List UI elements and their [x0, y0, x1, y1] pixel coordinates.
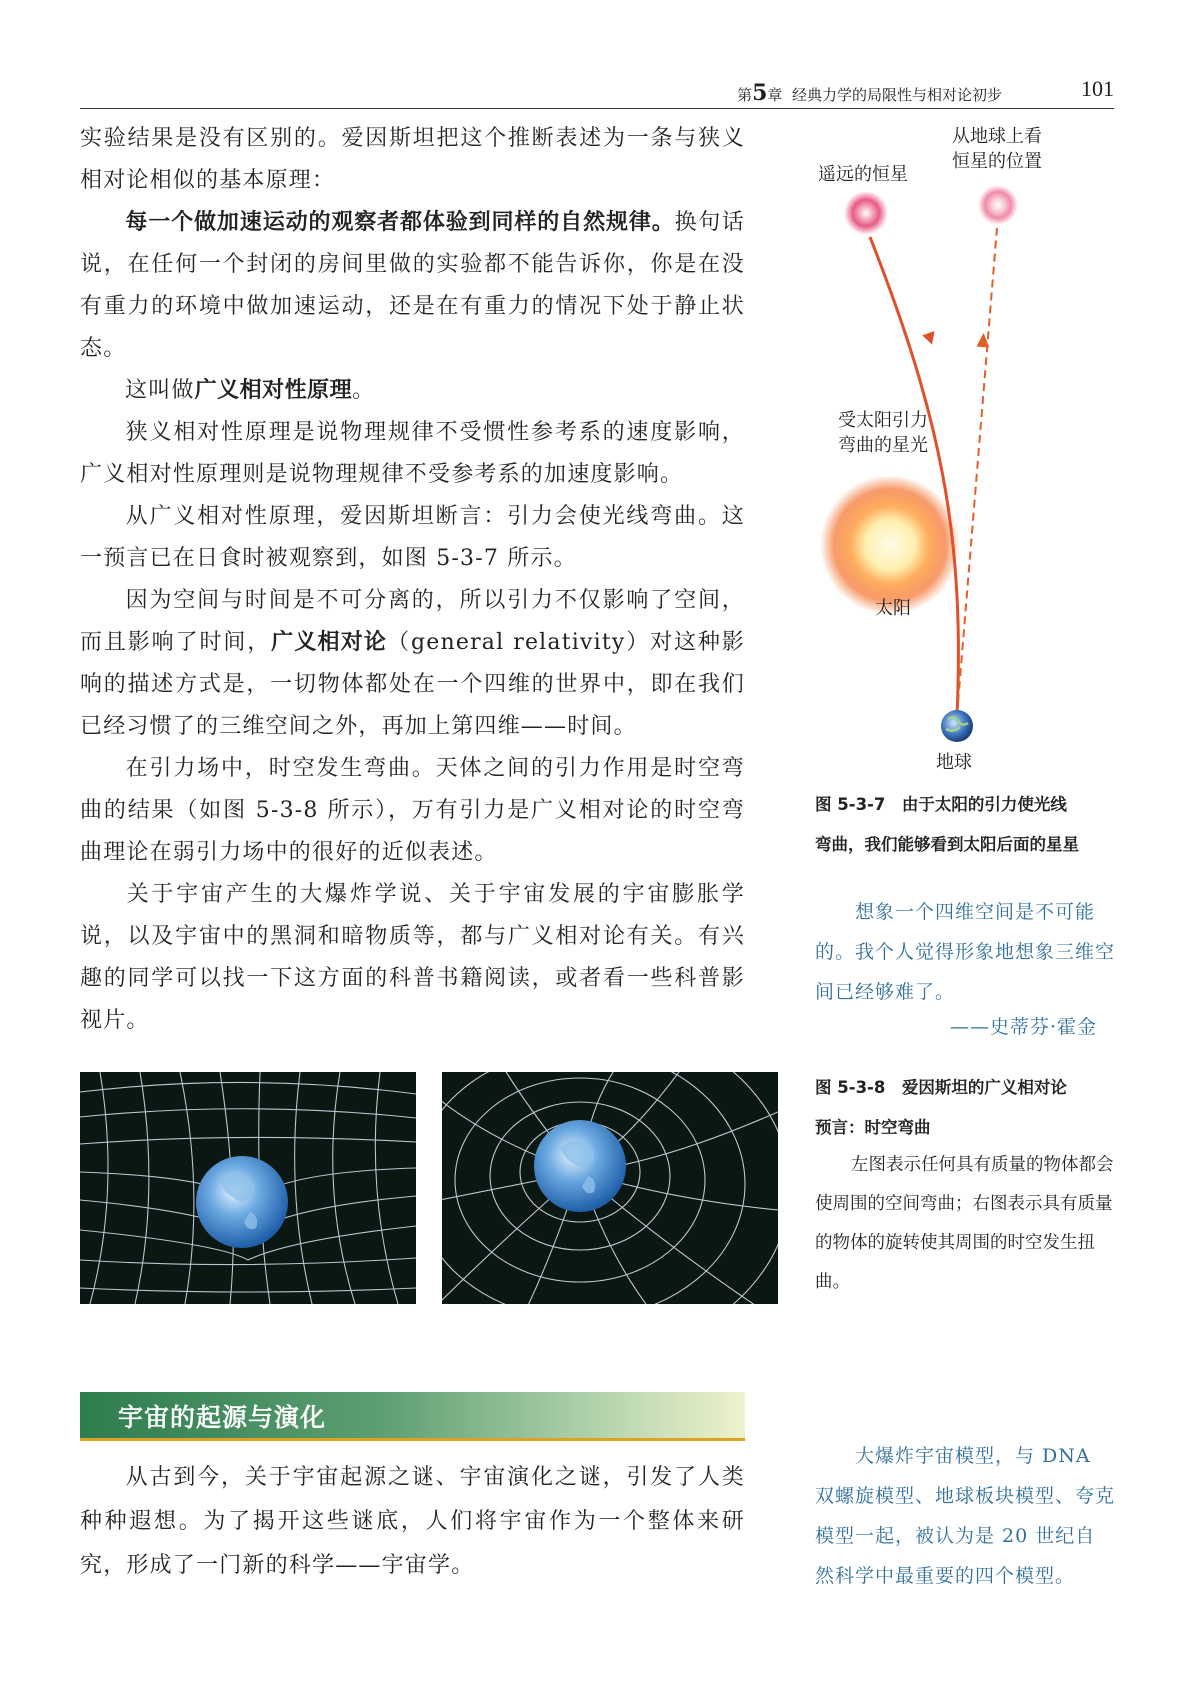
section-header — [80, 1392, 745, 1441]
spacetime-grid-left — [80, 1072, 416, 1304]
figure-538-caption-1: 图 5-3-8 爱因斯坦的广义相对论 — [815, 1078, 1067, 1097]
figure-537-caption-2: 弯曲，我们能够看到太阳后面的星星 — [815, 835, 1079, 854]
hawking-quote-author: ——史蒂芬·霍金 — [950, 1016, 1098, 1038]
earth — [941, 710, 973, 742]
hawking-quote: 想象一个四维空间是不可能的。我个人觉得形象地想象三维空间已经够难了。 — [815, 901, 1116, 1003]
figure-537-caption-1: 图 5-3-7 由于太阳的引力使光线 — [815, 795, 1067, 814]
sun — [820, 475, 960, 615]
section-title: 宇宙的起源与演化 — [118, 1403, 327, 1432]
paragraph-curvature: 在引力场中，时空发生弯曲。天体之间的引力作用是时空弯曲的结果（如图 5-3-8 所示），万有引力是广义相对论的时空弯曲理论在弱引力场中的很好的近似表述。 — [80, 756, 745, 865]
paragraph-principle: 每一个做加速运动的观察者都体验到同样的自然规律。换句话说，在任何一个封闭的房间里做的实验都不能告诉你，你是在没有重力的环境中做加速运动，还是在有重力的情况下处于静止状态。 — [80, 210, 745, 361]
sun-label: 太阳 — [875, 598, 911, 619]
far-star-label: 遥远的恒星 — [818, 164, 908, 185]
spacetime-twist-image-right — [442, 1072, 778, 1304]
big-bang-quote: 大爆炸宇宙模型，与 DNA 双螺旋模型、地球板块模型、夸克模型一起，被认为是 20 世纪自然科学中最重要的四个模型。 — [815, 1445, 1116, 1587]
figure-538-caption-2: 预言：时空弯曲 — [815, 1118, 931, 1137]
paragraph-1: 实验结果是没有区别的。爱因斯坦把这个推断表述为一条与狭义相对论相似的基本原理： — [80, 126, 745, 193]
far-star — [844, 191, 888, 235]
bent-light-label-2: 弯曲的星光 — [838, 435, 928, 456]
apparent-position-label-1: 从地球上看 — [952, 126, 1042, 147]
paragraph-cosmology-intro: 从古到今，关于宇宙起源之谜、宇宙演化之谜，引发了人类种种遐想。为了揭开这些谜底，人们将宇宙作为一个整体来研究，形成了一门新的科学——宇宙学。 — [80, 1465, 745, 1578]
chapter-title: 第5章 经典力学的局限性与相对论初步 — [737, 80, 1002, 106]
paragraph-cosmology: 关于宇宙产生的大爆炸学说、关于宇宙发展的宇宙膨胀学说，以及宇宙中的黑洞和暗物质等，都与广义相对论有关。有兴趣的同学可以找一下这方面的科普书籍阅读，或者看一些科普影视片。 — [80, 882, 745, 1033]
paragraph-general-principle: 这叫做广义相对性原理。 — [125, 378, 376, 403]
figure-538-note: 左图表示任何具有质量的物体都会使周围的空间弯曲；右图表示具有质量的物体的旋转使其周围的时空发生扭曲。 — [815, 1155, 1114, 1292]
spacetime-grid-right — [442, 1072, 778, 1304]
page-number: 101 — [1081, 76, 1114, 101]
globe-left — [196, 1156, 288, 1248]
page-header — [80, 74, 1114, 109]
apparent-star — [978, 185, 1018, 225]
paragraph-light-bending: 从广义相对性原理，爱因斯坦断言：引力会使光线弯曲。这一预言已在日食时被观察到，如图 5-3-7 所示。 — [80, 504, 745, 571]
paragraph-spacetime: 因为空间与时间是不可分离的，所以引力不仅影响了空间，而且影响了时间，广义相对论（general relativity）对这种影响的描述方式是，一切物体都处在一个四维的世界中，即在我们已经习惯了的三维空间之外，再加上第四维——时间。 — [80, 588, 745, 739]
bent-light-label-1: 受太阳引力 — [838, 410, 928, 431]
apparent-position-label-2: 恒星的位置 — [952, 151, 1042, 172]
earth-label: 地球 — [936, 752, 972, 773]
paragraph-compare: 狭义相对性原理是说物理规律不受惯性参考系的速度影响，广义相对性原理则是说物理规律不受参考系的加速度影响。 — [80, 420, 745, 487]
spacetime-curvature-image-left — [80, 1072, 416, 1304]
